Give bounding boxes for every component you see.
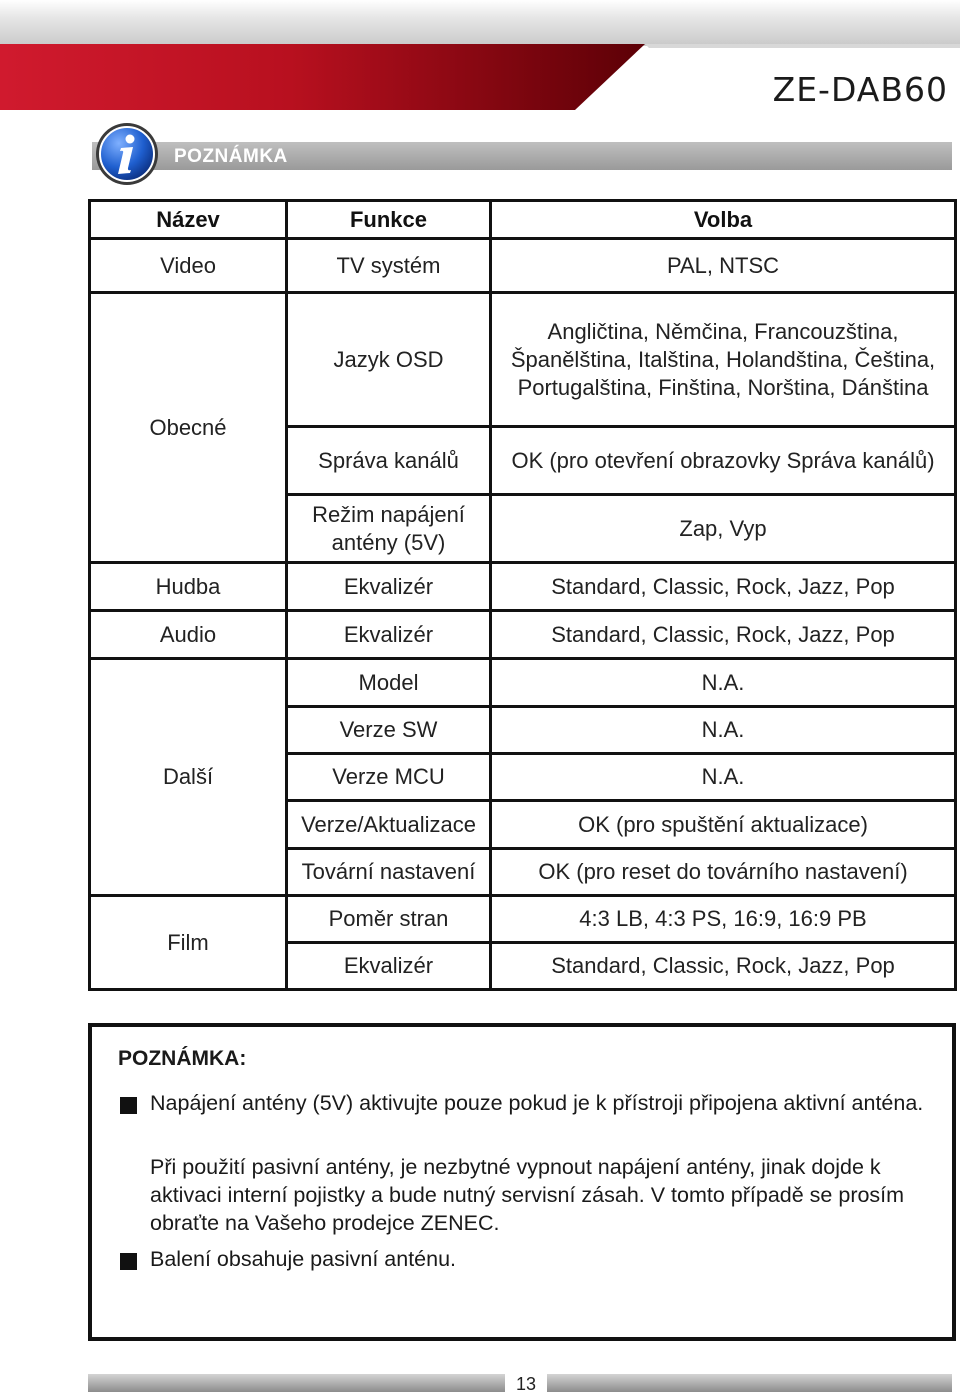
row-option: Angličtina, Němčina, Francouzština, Španělština, Italština, Holandština, Čeština, Portugalština, Finština, Norština, Dánština	[491, 293, 956, 427]
header-name: Název	[90, 201, 287, 239]
row-name-other: Další	[90, 659, 287, 896]
section-header-bar	[92, 142, 952, 170]
row-name-audio: Audio	[90, 611, 287, 659]
row-option: 4:3 LB, 4:3 PS, 16:9, 16:9 PB	[491, 896, 956, 943]
table-row	[90, 239, 956, 293]
table-row	[90, 563, 956, 611]
table-row	[90, 293, 956, 427]
row-function: Režim napájení antény (5V)	[287, 495, 491, 563]
row-function: Ekvalizér	[287, 943, 491, 990]
bullet-icon	[120, 1253, 137, 1270]
header-function: Funkce	[287, 201, 491, 239]
row-function: Správa kanálů	[287, 427, 491, 495]
row-name-music: Hudba	[90, 563, 287, 611]
section-label: POZNÁMKA	[174, 146, 288, 167]
row-function: Poměr stran	[287, 896, 491, 943]
row-option: OK (pro reset do továrního nastavení)	[491, 849, 956, 896]
row-option: N.A.	[491, 707, 956, 754]
note-item: Napájení antény (5V) aktivujte pouze pokud je k přístroji připojena aktivní anténa.	[150, 1091, 924, 1115]
model-name: ZE-DAB60	[772, 70, 948, 109]
row-function: Ekvalizér	[287, 563, 491, 611]
row-option: Standard, Classic, Rock, Jazz, Pop	[491, 563, 956, 611]
row-option: Standard, Classic, Rock, Jazz, Pop	[491, 611, 956, 659]
note-item-continuation: Při použití pasivní antény, je nezbytné vypnout napájení antény, jinak dojde k aktivaci interní pojistky a bude nutný servisní zásah. V tomto případě se prosím obraťte na Vašeho prodejce ZENEC.	[150, 1155, 905, 1235]
row-name-general: Obecné	[90, 293, 287, 563]
note-box	[88, 1023, 956, 1341]
row-option: N.A.	[491, 659, 956, 707]
header-option: Volba	[491, 201, 956, 239]
row-name-video: Video	[90, 239, 287, 293]
page-number: 13	[505, 1372, 547, 1396]
row-function: TV systém	[287, 239, 491, 293]
row-function: Verze MCU	[287, 754, 491, 801]
table-row	[90, 896, 956, 943]
table-header-row	[90, 201, 956, 239]
note-item: Balení obsahuje pasivní anténu.	[150, 1247, 457, 1271]
header-grey-band	[0, 0, 960, 46]
row-function: Verze/Aktualizace	[287, 801, 491, 849]
table-row	[90, 659, 956, 707]
row-function: Verze SW	[287, 707, 491, 754]
row-function: Ekvalizér	[287, 611, 491, 659]
table-row	[90, 611, 956, 659]
info-icon	[94, 121, 160, 187]
row-option: Zap, Vyp	[491, 495, 956, 563]
note-title: POZNÁMKA:	[118, 1047, 247, 1070]
row-option: PAL, NTSC	[491, 239, 956, 293]
row-option: OK (pro otevření obrazovky Správa kanálů)	[491, 427, 956, 495]
row-function: Jazyk OSD	[287, 293, 491, 427]
row-function: Tovární nastavení	[287, 849, 491, 896]
row-name-film: Film	[90, 896, 287, 990]
settings-table	[88, 199, 957, 991]
row-option: N.A.	[491, 754, 956, 801]
row-function: Model	[287, 659, 491, 707]
row-option: Standard, Classic, Rock, Jazz, Pop	[491, 943, 956, 990]
row-option: OK (pro spuštění aktualizace)	[491, 801, 956, 849]
bullet-icon	[120, 1097, 137, 1114]
